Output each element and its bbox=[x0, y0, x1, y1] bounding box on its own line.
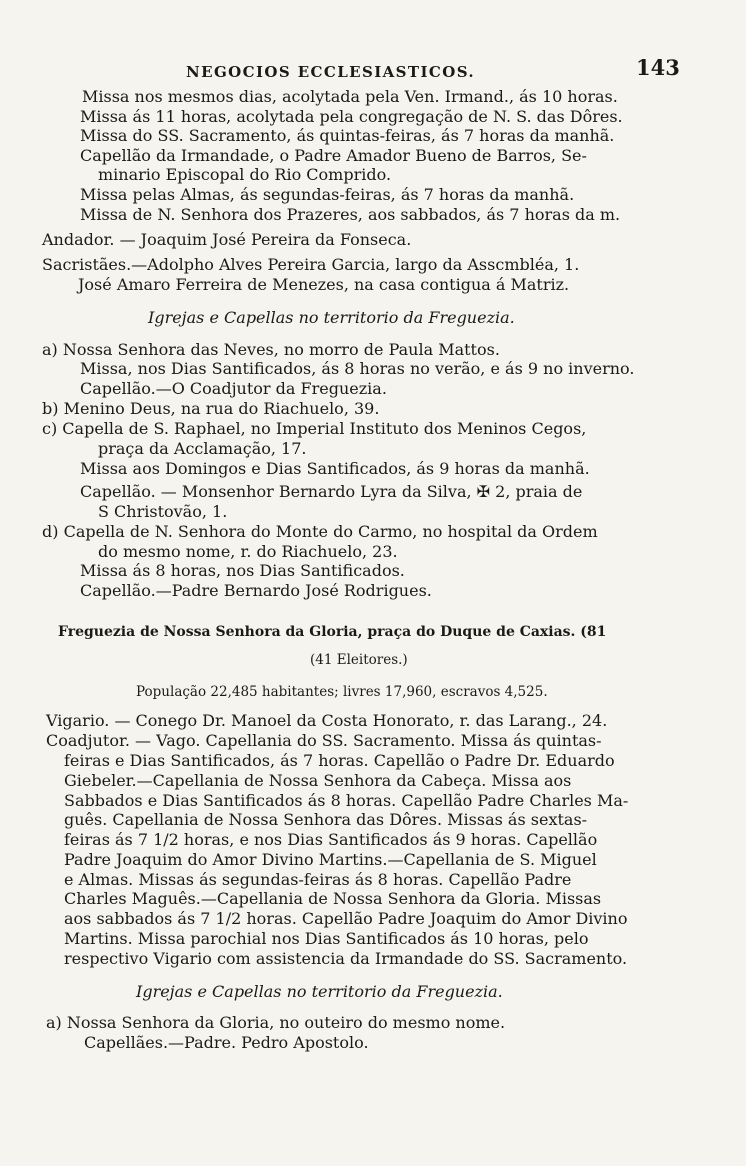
text-line: b) Menino Deus, na rua do Riachuelo, 39. bbox=[42, 399, 380, 418]
text-line: minario Episcopal do Rio Comprido. bbox=[98, 165, 392, 184]
text-line: Capellão da Irmandade, o Padre Amador Bueno de Barros, Se- bbox=[80, 146, 587, 165]
text-line: feiras e Dias Santificados, ás 7 horas. Capellão o Padre Dr. Eduardo bbox=[64, 751, 615, 770]
text-line: Charles Maguês.—Capellania de Nossa Senhora da Gloria. Missas bbox=[64, 889, 602, 908]
text-line: Giebeler.—Capellania de Nossa Senhora da Cabeça. Missa aos bbox=[64, 771, 572, 790]
text-line: Capellão. — Monsenhor Bernardo Lyra da Silva, ✠ 2, praia de bbox=[80, 482, 583, 501]
text-line: feiras ás 7 1/2 horas, e nos Dias Santificados ás 9 horas. Capellão bbox=[64, 830, 598, 849]
text-line: respectivo Vigario com assistencia da Irmandade do SS. Sacramento. bbox=[64, 949, 628, 968]
text-line: e Almas. Missas ás segundas-feiras ás 8 horas. Capellão Padre bbox=[64, 870, 572, 889]
text-line: Capellão.—Padre Bernardo José Rodrigues. bbox=[80, 581, 432, 600]
text-line: Capellães.—Padre. Pedro Apostolo. bbox=[84, 1033, 369, 1052]
text-line: Andador. — Joaquim José Pereira da Fonseca. bbox=[42, 230, 412, 249]
text-line: Missa de N. Senhora dos Prazeres, aos sabbados, ás 7 horas da m. bbox=[80, 205, 621, 224]
text-line: S Christovão, 1. bbox=[98, 502, 228, 521]
text-line: aos sabbados ás 7 1/2 horas. Capellão Padre Joaquim do Amor Divino bbox=[64, 909, 628, 928]
section-heading: Igrejas e Capellas no territorio da Freguezia. bbox=[136, 982, 503, 1001]
text-line: d) Capella de N. Senhora do Monte do Carmo, no hospital da Ordem bbox=[42, 522, 598, 541]
text-line: Padre Joaquim do Amor Divino Martins.—Capellania de S. Miguel bbox=[64, 850, 597, 869]
parish-heading: Freguezia de Nossa Senhora da Gloria, praça do Duque de Caxias. (81 bbox=[58, 624, 607, 640]
parish-population: População 22,485 habitantes; livres 17,960, escravos 4,525. bbox=[136, 684, 548, 700]
text-line: Missa nos mesmos dias, acolytada pela Ven. Irmand., ás 10 horas. bbox=[82, 87, 618, 106]
text-line: Missa, nos Dias Santificados, ás 8 horas no verão, e ás 9 no inverno. bbox=[80, 359, 635, 378]
text-line: José Amaro Ferreira de Menezes, na casa contigua á Matriz. bbox=[78, 275, 570, 294]
parish-electors: (41 Eleitores.) bbox=[310, 652, 408, 668]
text-line: Coadjutor. — Vago. Capellania do SS. Sacramento. Missa ás quintas- bbox=[46, 731, 602, 750]
text-line: guês. Capellania de Nossa Senhora das Dôres. Missas ás sextas- bbox=[64, 810, 588, 829]
page-number: 143 bbox=[636, 55, 680, 80]
text-line: Missa aos Domingos e Dias Santificados, ás 9 horas da manhã. bbox=[80, 459, 590, 478]
text-line: a) Nossa Senhora da Gloria, no outeiro do mesmo nome. bbox=[46, 1013, 506, 1032]
text-line: Sacristães.—Adolpho Alves Pereira Garcia, largo da Asscmbléa, 1. bbox=[42, 255, 580, 274]
text-line: a) Nossa Senhora das Neves, no morro de Paula Mattos. bbox=[42, 340, 500, 359]
running-head: NEGOCIOS ECCLESIASTICOS. bbox=[186, 63, 476, 81]
text-line: Martins. Missa parochial nos Dias Santificados ás 10 horas, pelo bbox=[64, 929, 589, 948]
text-line: Missa ás 11 horas, acolytada pela congregação de N. S. das Dôres. bbox=[80, 107, 623, 126]
section-heading: Igrejas e Capellas no territorio da Freguezia. bbox=[148, 308, 515, 327]
text-line: praça da Acclamação, 17. bbox=[98, 439, 307, 458]
text-line: c) Capella de S. Raphael, no Imperial Instituto dos Meninos Cegos, bbox=[42, 419, 587, 438]
text-line: Missa ás 8 horas, nos Dias Santificados. bbox=[80, 561, 405, 580]
text-line: Missa do SS. Sacramento, ás quintas-feiras, ás 7 horas da manhã. bbox=[80, 126, 615, 145]
text-line: Capellão.—O Coadjutor da Freguezia. bbox=[80, 379, 387, 398]
text-line: Missa pelas Almas, ás segundas-feiras, ás 7 horas da manhã. bbox=[80, 185, 575, 204]
text-line: Sabbados e Dias Santificados ás 8 horas. Capellão Padre Charles Ma- bbox=[64, 791, 629, 810]
text-line: Vigario. — Conego Dr. Manoel da Costa Honorato, r. das Larang., 24. bbox=[46, 711, 608, 730]
text-line: do mesmo nome, r. do Riachuelo, 23. bbox=[98, 542, 398, 561]
